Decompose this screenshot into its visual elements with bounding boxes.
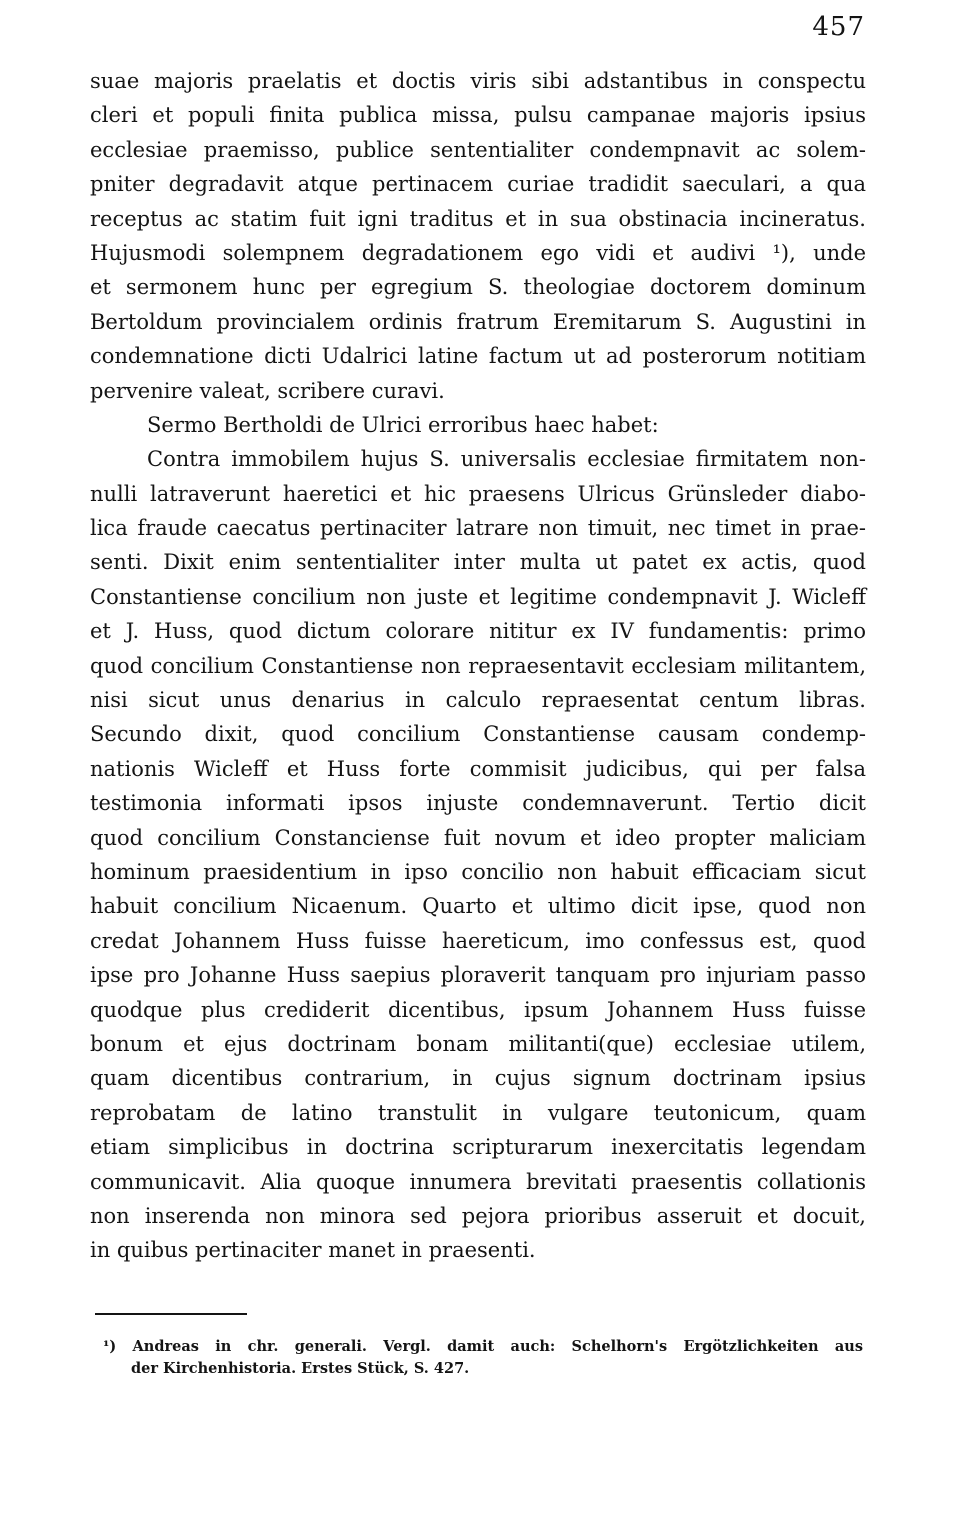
text-line: testimonia informati ipsos injuste condemnaverunt. Tertio dicit — [90, 791, 866, 816]
text-line: receptus ac statim fuit igni traditus et in sua obstinacia incineratus. — [90, 206, 866, 231]
text-line: pervenire valeat, scribere curavi. — [90, 378, 445, 403]
text-line: senti. Dixit enim sententialiter inter multa ut patet ex actis, quod — [90, 550, 866, 575]
text-line: cleri et populi finita publica missa, pulsu campanae majoris ipsius — [90, 103, 866, 128]
text-line: ipse pro Johanne Huss saepius ploraverit tanquam pro injuriam passo — [90, 963, 866, 988]
text-line: quod concilium Constantiense non repraesentavit ecclesiam militantem, — [90, 653, 866, 678]
text-line: bonum et ejus doctrinam bonam militanti(que) ecclesiae utilem, — [90, 1031, 866, 1056]
text-line: Constantiense concilium non juste et legitime condempnavit J. Wicleff — [90, 584, 866, 609]
page-number: 457 — [812, 12, 865, 42]
text-line: reprobatam de latino transtulit in vulgare teutonicum, quam — [90, 1100, 866, 1125]
text-line: et sermonem hunc per egregium S. theologiae doctorem dominum — [90, 275, 866, 300]
text-line: Contra immobilem hujus S. universalis ecclesiae firmitatem non- — [147, 447, 866, 472]
text-line: suae majoris praelatis et doctis viris sibi adstantibus in conspectu — [90, 69, 866, 93]
text-line: et J. Huss, quod dictum colorare nititur ex IV fundamentis: primo — [90, 619, 866, 644]
text-line: nisi sicut unus denarius in calculo repraesentat centum libras. — [90, 688, 866, 713]
text-line: quam dicentibus contrarium, in cujus signum doctrinam ipsius — [90, 1066, 866, 1091]
text-line: ecclesiae praemisso, publice sententialiter condempnavit ac solem- — [90, 137, 866, 162]
text-line: Bertoldum provincialem ordinis fratrum Eremitarum S. Augustini in — [90, 309, 866, 334]
text-line: Hujusmodi solempnem degradationem ego vidi et audivi ¹), unde — [90, 240, 866, 265]
text-line: communicavit. Alia quoque innumera brevitati praesentis collationis — [90, 1169, 866, 1194]
text-line: Sermo Bertholdi de Ulrici erroribus haec habet: — [147, 412, 659, 437]
text-line: Secundo dixit, quod concilium Constantiense causam condemp- — [90, 722, 866, 747]
text-line: hominum praesidentium in ipso concilio non habuit efficaciam sicut — [90, 859, 866, 884]
footnote-line: der Kirchenhistoria. Erstes Stück, S. 427. — [131, 1360, 470, 1377]
text-line: habuit concilium Nicaenum. Quarto et ultimo dicit ipse, quod non — [90, 894, 866, 919]
text-line: in quibus pertinaciter manet in praesenti. — [90, 1238, 536, 1263]
footnotes — [103, 1336, 863, 1380]
text-line: nulli latraverunt haeretici et hic praesens Ulricus Grünsleder diabo- — [90, 481, 866, 506]
text-line: quod concilium Constanciense fuit novum et ideo propter maliciam — [90, 825, 866, 850]
footnote-line: ¹) Andreas in chr. generali. Vergl. damit auch: Schelhorn's Ergötzlichkeiten aus — [103, 1338, 863, 1355]
body-text — [90, 64, 866, 1268]
text-line: etiam simplicibus in doctrina scripturarum inexercitatis legendam — [90, 1135, 866, 1160]
text-line: lica fraude caecatus pertinaciter latrare non timuit, nec timet in prae- — [90, 516, 866, 541]
text-line: quodque plus crediderit dicentibus, ipsum Johannem Huss fuisse — [90, 997, 866, 1022]
text-line: non inserenda non minora sed pejora prioribus asseruit et docuit, — [90, 1203, 866, 1228]
text-line: nationis Wicleff et Huss forte commisit judicibus, qui per falsa — [90, 756, 866, 781]
text-line: condemnatione dicti Udalrici latine factum ut ad posterorum notitiam — [90, 344, 866, 369]
footnote-divider — [95, 1313, 247, 1315]
text-line: credat Johannem Huss fuisse haereticum, imo confessus est, quod — [90, 928, 866, 953]
text-line: pniter degradavit atque pertinacem curiae tradidit saeculari, a qua — [90, 172, 866, 197]
